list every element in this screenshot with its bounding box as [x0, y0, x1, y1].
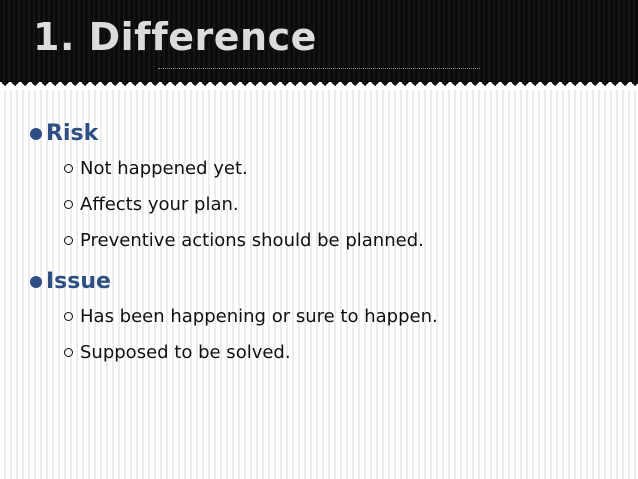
- sub-bullet: [30, 298, 620, 334]
- hollow-bullet-icon: [64, 164, 73, 173]
- bullet-issue: [30, 264, 620, 298]
- sub-bullet-text: Not happened yet.: [80, 157, 248, 179]
- sub-bullet-text: Affects your plan.: [80, 193, 239, 215]
- section-heading: Issue: [46, 268, 111, 294]
- title-bar: [0, 0, 638, 90]
- sub-bullet: [30, 186, 620, 222]
- filled-bullet-icon: [30, 128, 42, 140]
- slide-body: [30, 116, 620, 370]
- filled-bullet-icon: [30, 276, 42, 288]
- section-heading: Risk: [46, 120, 99, 146]
- hollow-bullet-icon: [64, 348, 73, 357]
- sub-bullet: [30, 150, 620, 186]
- hollow-bullet-icon: [64, 236, 73, 245]
- hollow-bullet-icon: [64, 200, 73, 209]
- slide-title: 1. Difference: [33, 15, 317, 59]
- hollow-bullet-icon: [64, 312, 73, 321]
- sub-bullet-text: Preventive actions should be planned.: [80, 229, 424, 251]
- sub-bullet-text: Supposed to be solved.: [80, 341, 291, 363]
- sub-bullet: [30, 334, 620, 370]
- title-dotted-rule: [158, 68, 480, 69]
- sub-bullet: [30, 222, 620, 258]
- bullet-risk: [30, 116, 620, 150]
- sub-bullet-text: Has been happening or sure to happen.: [80, 305, 438, 327]
